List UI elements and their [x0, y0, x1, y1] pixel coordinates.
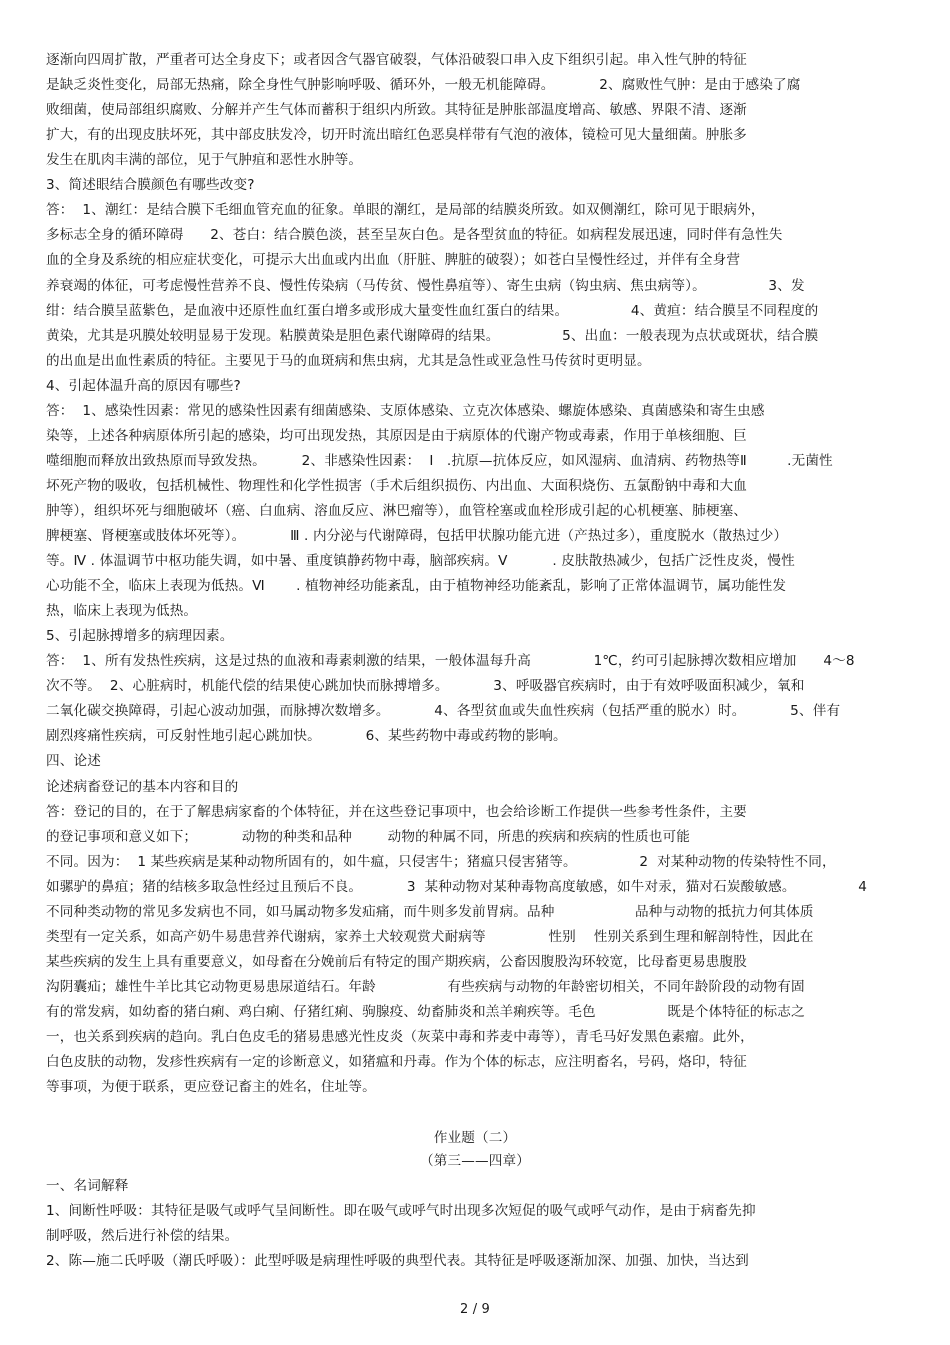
text-line: 黄染，尤其是巩膜处较明显易于发现。粘膜黄染是胆色素代谢障碍的结果。 5、出血：一般表现为点状或斑状，结合膜: [46, 327, 819, 344]
text-line: 逐渐向四周扩散，严重者可达全身皮下；或者因含气器官破裂，气体沿破裂口串入皮下组织引起。串入性气肿的特征: [46, 52, 747, 68]
text-line: 噬细胞而释放出致热原而导致发热。 2、非感染性因素： Ⅰ .抗原—抗体反应，如风湿病、血清病、药物热等Ⅱ .无菌性: [46, 452, 833, 469]
text-line: 血的全身及系统的相应症状变化，可提示大出血或内出血（肝脏、脾脏的破裂）；如苍白呈慢性经过，并伴有全身营: [46, 252, 741, 269]
text-line: 的登记事项和意义如下； 动物的种类和品种 动物的种属不同，所患的疾病和疾病的性质也可能: [46, 828, 690, 845]
text-line: 发生在肌肉丰满的部位，见于气肿疽和恶性水肿等。: [46, 152, 363, 169]
text-line: 等事项，为便于联系，更应登记畜主的姓名，住址等。: [46, 1079, 376, 1095]
text-line: 不同种类动物的常见多发病也不同，如马属动物多发疝痛，而牛则多发前胃病。品种 品种与动物的抵抗力何其体质: [46, 903, 814, 920]
text-line: 一、名词解释: [46, 1178, 129, 1194]
text-line: 绀：结合膜呈蓝紫色，是血液中还原性血红蛋白增多或形成大量变性血红蛋白的结果。 4、黄疸：结合膜呈不同程度的: [46, 302, 819, 319]
section-subtitle: （第三——四章）: [420, 1153, 530, 1169]
text-line: 肿等），组织坏死与细胞破坏（癌、白血病、溶血反应、淋巴瘤等），血管栓塞或血栓形成引起的心机梗塞、肺梗塞、: [46, 502, 748, 519]
text-line: 答： 1、感染性因素：常见的感染性因素有细菌感染、支原体感染、立克次体感染、螺旋体感染、真菌感染和寄生虫感: [46, 402, 765, 419]
text-line: 的出血是出血性素质的特征。主要见于马的血斑病和焦虫病，尤其是急性或亚急性马传贫时更明显。: [46, 352, 651, 369]
text-line: 2、陈—施二氏呼吸（潮氏呼吸）：此型呼吸是病理性呼吸的典型代表。其特征是呼吸逐渐加深、加强、加快，当达到: [46, 1253, 749, 1269]
text-line: 剧烈疼痛性疾病，可反射性地引起心跳加快。 6、某些药物中毒或药物的影响。: [46, 728, 567, 745]
text-line: 4、引起体温升高的原因有哪些?: [46, 377, 241, 394]
text-line: 答：登记的目的，在于了解患病家畜的个体特征，并在这些登记事项中，也会给诊断工作提供一些参考性条件，主要: [46, 803, 747, 820]
text-line: 等。Ⅳ . 体温调节中枢功能失调，如中暑、重度镇静药物中毒，脑部疾病。Ⅴ . 皮肤散热减少，包括广泛性皮炎，慢性: [46, 553, 795, 569]
text-line: 制呼吸，然后进行补偿的结果。: [46, 1228, 239, 1244]
text-line: 如骡驴的鼻疽；猪的结核多取急性经过且预后不良。 3 某种动物对某种毒物高度敏感，如牛对汞，猫对石炭酸敏感。 4: [46, 878, 868, 895]
text-line: 论述病畜登记的基本内容和目的: [46, 778, 239, 795]
text-line: 扩大，有的出现皮肤坏死，其中部皮肤发冷，切开时流出暗红色恶臭样带有气泡的液体，镜检可见大量细菌。肿胀多: [46, 127, 747, 144]
text-line: 一，也关系到疾病的趋向。乳白色皮毛的猪易患感光性皮炎（灰菜中毒和荞麦中毒等），青毛马好发黑色素瘤。此外，: [46, 1029, 754, 1045]
text-line: 染等，上述各种病原体所引起的感染，均可出现发热，其原因是由于病原体的代谢产物或毒素，作用于单核细胞、巨: [46, 427, 747, 444]
text-line: 败细菌，使局部组织腐败、分解并产生气体而蓄积于组织内所致。其特征是肿胀部温度增高、敏感、界限不清、逐渐: [46, 102, 747, 119]
text-line: 5、引起脉搏增多的病理因素。: [46, 628, 234, 645]
text-line: 坏死产物的吸收，包括机械性、物理性和化学性损害（手术后组织损伤、内出血、大面积烧伤、五氯酚钠中毒和大血: [46, 477, 747, 494]
text-line: 白色皮肤的动物，发疹性疾病有一定的诊断意义，如猪瘟和丹毒。作为个体的标志，应注明畜名，号码，烙印，特征: [46, 1054, 747, 1070]
text-line: 答： 1、潮红：是结合膜下毛细血管充血的征象。单眼的潮红，是局部的结膜炎所致。如双侧潮红，除可见于眼病外，: [46, 202, 765, 219]
text-line: 热，临床上表现为低热。: [46, 603, 198, 620]
text-line: 养衰竭的体征，可考虑慢性营养不良、慢性传染病（马传贫、慢性鼻疽等）、寄生虫病（钩虫病、焦虫病等）。 3、发: [46, 277, 805, 294]
text-line: 有的常发病，如幼畜的猪白痢、鸡白痢、仔猪红痢、驹腺疫、幼畜肺炎和羔羊痢疾等。毛色 既是个体特征的标志之: [46, 1003, 805, 1020]
text-line: 答： 1、所有发热性疾病，这是过热的血液和毒素刺激的结果，一般体温每升高 1℃，约可引起脉搏次数相应增加 4～8: [46, 653, 855, 670]
text-line: 多标志全身的循环障碍 2、苍白：结合膜色淡，甚至呈灰白色。是各型贫血的特征。如病程发展迅速，同时伴有急性失: [46, 227, 783, 244]
text-line: 3、简述眼结合膜颜色有哪些改变?: [46, 177, 255, 194]
text-line: 二氧化碳交换障碍，引起心波动加强，而脉搏次数增多。 4、各型贫血或失血性疾病（包括严重的脱水）时。 5、伴有: [46, 703, 841, 720]
text-line: 类型有一定关系，如高产奶牛易患营养代谢病，家养土犬较观赏犬耐病等 性别 性别关系到生理和解剖特性，因此在: [46, 928, 814, 945]
text-line: 次不等。 2、心脏病时，机能代偿的结果使心跳加快而脉搏增多。 3、呼吸器官疾病时，由于有效呼吸面积减少，氧和: [46, 678, 805, 695]
text-line: 沟阴囊疝；雄性牛羊比其它动物更易患尿道结石。年龄 有些疾病与动物的年龄密切相关，不同年龄阶段的动物有固: [46, 978, 805, 995]
text-line: 心功能不全，临床上表现为低热。Ⅵ . 植物神经功能紊乱，由于植物神经功能紊乱，影响了正常体温调节，属功能性发: [46, 578, 787, 595]
text-line: 某些疾病的发生上具有重要意义，如母畜在分娩前后有特定的围产期疾病，公畜因腹股沟环较宽，比母畜更易患腹股: [46, 953, 747, 970]
section-title: 作业题（二）: [433, 1130, 517, 1146]
text-line: 四、论述: [46, 753, 101, 770]
page-number: 2 / 9: [460, 1302, 490, 1317]
text-line: 脾梗塞、肾梗塞或肢体坏死等）。 Ⅲ . 内分泌与代谢障碍，包括甲状腺功能亢进（产热过多），重度脱水（散热过少）: [46, 528, 788, 544]
text-line: 1、间断性呼吸：其特征是吸气或呼气呈间断性。即在吸气或呼气时出现多次短促的吸气或呼气动作，是由于病畜先抑: [46, 1203, 756, 1219]
text-line: 是缺乏炎性变化，局部无热痛，除全身性气肿影响呼吸、循环外，一般无机能障碍。 2、腐败性气肿：是由于感染了腐: [46, 77, 801, 93]
text-line: 不同。因为： 1 某些疾病是某种动物所固有的，如牛瘟，只侵害牛；猪瘟只侵害猪等。 2 对某种动物的传染特性不同，: [46, 853, 836, 870]
